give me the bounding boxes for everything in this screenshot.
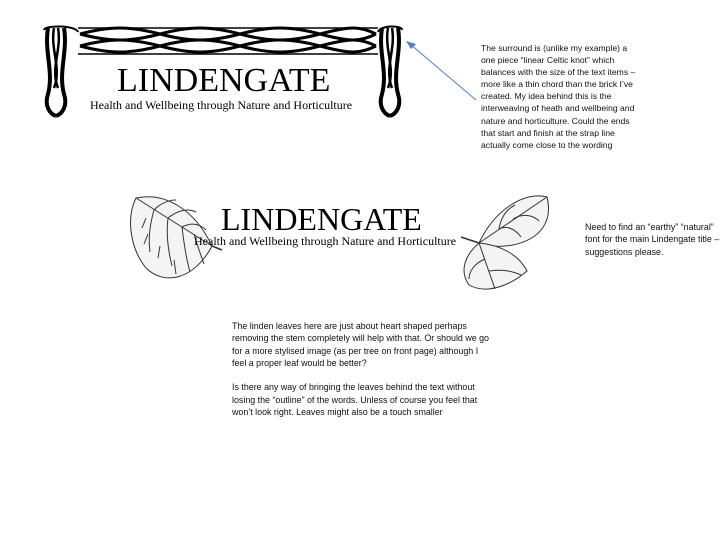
linden-leaf-right-icon xyxy=(455,185,555,295)
pointer-arrow xyxy=(400,40,480,110)
leaves-comment-paragraph-2: Is there any way of bringing the leaves behind the text without losing the “outline” of the words. Unless of course you feel that won’t look right. Leaves might also be a touch smaller xyxy=(232,382,478,418)
font-comment: Need to find an “earthy” “natural” font for the main Lindengate title – suggestions please. xyxy=(585,222,720,257)
leaf-logo-title: LINDENGATE xyxy=(221,201,422,237)
leaves-comment xyxy=(232,320,492,418)
celtic-logo-title: LINDENGATE xyxy=(117,62,331,99)
celtic-comment: The surround is (unlike my example) a one piece “linear Celtic knot” which balances with the size of the text items – more like a thin chord than the brick I’ve created. My idea behind this is the interweaving of heath and wellbeing and nature and horticulture. Could the ends that start and finish at the strap line actually come close to the wording xyxy=(481,43,636,150)
leaves-comment-paragraph-1: The linden leaves here are just about heart shaped perhaps removing the stem completely will help with that. Or should we go for a more stylised image (as per tree on front page) although I feel a proper leaf would be better? xyxy=(232,321,489,368)
leaf-logo-tagline: Health and Wellbeing through Nature and Horticulture xyxy=(194,234,457,248)
celtic-logo-tagline: Health and Wellbeing through Nature and Horticulture xyxy=(90,98,353,112)
celtic-logo xyxy=(40,22,410,122)
